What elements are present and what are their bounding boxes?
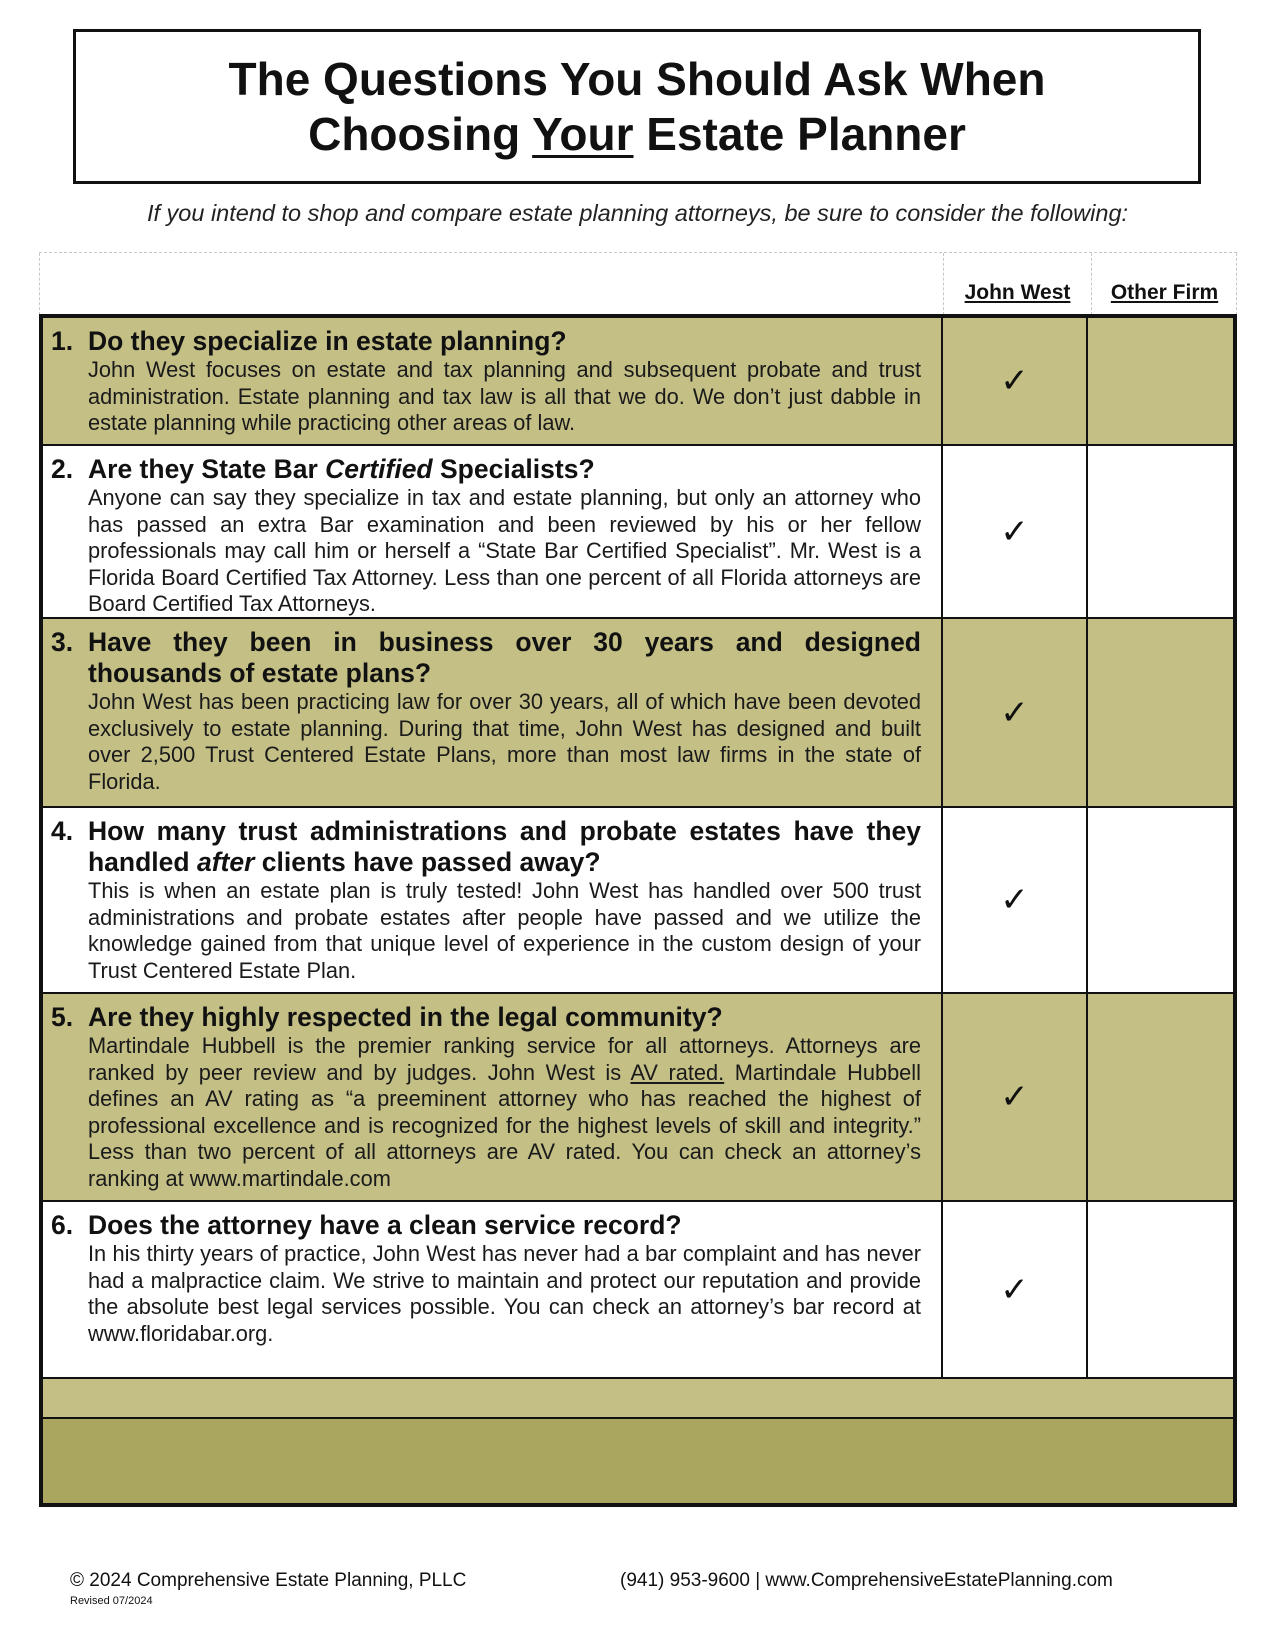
page-title-line-2 — [308, 107, 966, 162]
question-title: 3. Have they been in business over 30 years and designed thousands of estate plans? — [51, 627, 921, 688]
other-firm-cell — [1088, 994, 1233, 1200]
table-row — [43, 994, 1233, 1202]
table-row — [43, 446, 1233, 619]
other-firm-cell — [1088, 1202, 1233, 1377]
checkmark-icon: ✓ — [1000, 1270, 1029, 1309]
title-suffix: Estate Planner — [633, 107, 966, 160]
footer-copyright: © 2024 Comprehensive Estate Planning, PLLC — [70, 1570, 467, 1591]
question-title: 4. How many trust administrations and probate estates have they handled after clients have passed away? — [51, 816, 921, 877]
question-cell — [43, 446, 943, 617]
question-title: 5. Are they highly respected in the legal community? — [51, 1002, 723, 1032]
table-header — [39, 252, 1237, 314]
john-west-check-cell — [943, 1202, 1088, 1377]
footer-contact: (941) 953-9600 | www.ComprehensiveEstatePlanning.com — [620, 1570, 1113, 1591]
other-firm-cell — [1088, 446, 1233, 617]
john-west-check-cell — [943, 446, 1088, 617]
other-firm-cell — [1088, 808, 1233, 992]
question-body: John West has been practicing law for over 30 years, all of which have been devoted exclusively to estate planning. During that time, John West has designed and built over 2,500 Trust Centered Estate Plans, more than most law firms in the state of Florida. — [88, 689, 921, 794]
table-footer-band — [43, 1377, 1233, 1419]
other-firm-cell — [1088, 619, 1233, 806]
question-cell — [43, 808, 943, 992]
question-number: 2. — [51, 454, 74, 484]
question-cell — [43, 318, 943, 444]
checkmark-icon: ✓ — [1000, 693, 1029, 732]
question-number: 1. — [51, 326, 74, 356]
john-west-check-cell — [943, 808, 1088, 992]
table-row — [43, 808, 1233, 994]
table-row — [43, 619, 1233, 808]
checkmark-icon: ✓ — [1000, 1078, 1029, 1116]
question-cell — [43, 994, 943, 1200]
question-body: Martindale Hubbell is the premier ranking service for all attorneys. Attorneys are ranked by peer review and by judges. John West is AV rated. Martindale Hubbell defines an AV rating as “a preeminent attorney who has reached the highest of professional excellence and is recognized for the highest levels of skill and integrity.” Less than two percent of all attorneys are AV rated. You can check an attorney’s ranking at www.martindale.com — [88, 1033, 921, 1191]
question-number: 3. — [51, 627, 74, 657]
table-row — [43, 318, 1233, 446]
title-emphasis: Your — [532, 107, 634, 160]
footer-revised: Revised 07/2024 — [70, 1595, 153, 1607]
john-west-check-cell — [943, 619, 1088, 806]
av-rated-text: AV rated. — [630, 1059, 725, 1085]
page-title-line-1: The Questions You Should Ask When — [228, 52, 1046, 105]
table-row — [43, 1202, 1233, 1377]
question-body: Anyone can say they specialize in tax and estate planning, but only an attorney who has passed an extra Bar examination and been reviewed by his or her fellow professionals may call him or herself a “State Bar Certified Specialist”. Mr. West is a Florida Board Certified Tax Attorney. Less than one percent of all Florida attorneys are Board Certified Tax Attorneys. — [88, 485, 921, 616]
other-firm-cell — [1088, 318, 1233, 444]
comparison-table — [39, 314, 1237, 1507]
intro-text: If you intend to shop and compare estate planning attorneys, be sure to consider the following: — [146, 200, 1129, 226]
column-header-john-west: John West — [943, 253, 1091, 315]
checkmark-icon: ✓ — [1000, 512, 1029, 551]
question-title: 6. Does the attorney have a clean service record? — [51, 1210, 682, 1240]
column-header-other-firm: Other Firm — [1091, 253, 1237, 315]
question-body: This is when an estate plan is truly tested! John West has handled over 500 trust administrations and probate estates after people have passed and we utilize the knowledge gained from that unique level of experience in the custom design of your Trust Centered Estate Plan. — [88, 878, 921, 983]
title-box — [73, 29, 1201, 184]
john-west-check-cell — [943, 318, 1088, 444]
question-number: 5. — [51, 1002, 74, 1032]
question-body: John West focuses on estate and tax planning and subsequent probate and trust administration. Estate planning and tax law is all that we do. We don’t just dabble in estate planning while practicing other areas of law. — [88, 357, 921, 435]
table-footer-band-dark — [43, 1419, 1233, 1503]
question-number: 4. — [51, 816, 74, 846]
question-title: 1. Do they specialize in estate planning? — [51, 326, 567, 356]
question-body: In his thirty years of practice, John West has never had a bar complaint and has never had a malpractice claim. We strive to maintain and protect our reputation and provide the absolute best legal services possible. You can check an attorney’s bar record at www.floridabar.org. — [88, 1241, 921, 1346]
checkmark-icon: ✓ — [1000, 362, 1029, 400]
checkmark-icon: ✓ — [1000, 881, 1029, 919]
title-prefix: Choosing — [308, 107, 533, 160]
john-west-check-cell — [943, 994, 1088, 1200]
question-number: 6. — [51, 1210, 74, 1240]
question-cell — [43, 619, 943, 806]
question-title: 2. Are they State Bar Certified Specialists? — [51, 454, 595, 484]
question-cell — [43, 1202, 943, 1377]
